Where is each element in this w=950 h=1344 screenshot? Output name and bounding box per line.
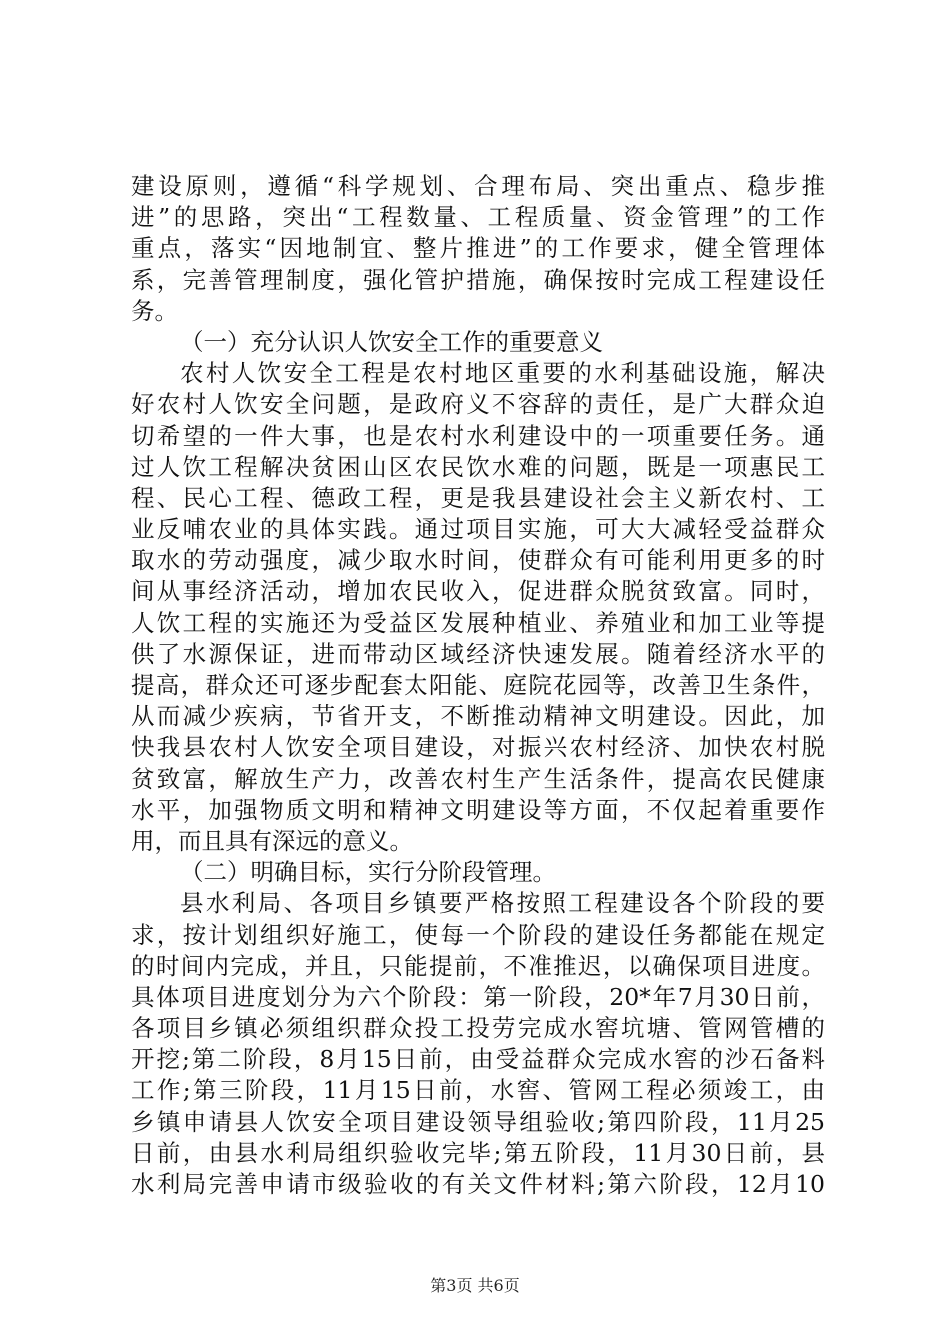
text-line: 农村人饮安全工程是农村地区重要的水利基础设施，解决 [180, 359, 825, 388]
text-line: 业反哺农业的具体实践。通过项目实施，可大大减轻受益群众 [131, 515, 825, 544]
text-line: 好农村人饮安全问题，是政府义不容辞的责任，是广大群众迫 [131, 390, 825, 419]
document-body [131, 171, 825, 1200]
text-line: 进”的思路，突出“工程数量、工程质量、资金管理”的工作 [131, 203, 825, 232]
text-line: 供了水源保证，进而带动区域经济快速发展。随着经济水平的 [131, 639, 825, 668]
text-line: 程、民心工程、德政工程，更是我县建设社会主义新农村、工 [131, 483, 825, 512]
text-line: 求，按计划组织好施工，使每一个阶段的建设任务都能在规定 [131, 920, 825, 949]
text-line: 系，完善管理制度，强化管护措施，确保按时完成工程建设任 [131, 265, 825, 294]
text-line: 具体项目进度划分为六个阶段：第一阶段，20*年7月30日前， [131, 982, 825, 1011]
text-line: 开挖;第二阶段，8月15日前，由受益群众完成水窖的沙石备料 [131, 1045, 825, 1074]
text-line: 人饮工程的实施还为受益区发展种植业、养殖业和加工业等提 [131, 608, 825, 637]
text-line: 各项目乡镇必须组织群众投工投劳完成水窖坑塘、管网管槽的 [131, 1014, 825, 1043]
text-line: 取水的劳动强度，减少取水时间，使群众有可能利用更多的时 [131, 546, 825, 575]
text-line: 的时间内完成，并且，只能提前，不准推迟，以确保项目进度。 [131, 951, 825, 980]
text-line: 重点，落实“因地制宜、整片推进”的工作要求，健全管理体 [131, 234, 825, 263]
text-line: 乡镇申请县人饮安全项目建设领导组验收;第四阶段，11月25 [131, 1107, 825, 1136]
text-line: 建设原则，遵循“科学规划、合理布局、突出重点、稳步推 [131, 172, 825, 200]
text-line: 水平，加强物质文明和精神文明建设等方面，不仅起着重要作 [131, 795, 825, 824]
text-line: 用，而且具有深远的意义。 [131, 826, 413, 855]
text-line: 贫致富，解放生产力，改善农村生产生活条件，提高农民健康 [131, 764, 825, 793]
text-line: 从而减少疾病，节省开支，不断推动精神文明建设。因此，加 [131, 702, 825, 731]
text-line: 提高，群众还可逐步配套太阳能、庭院花园等，改善卫生条件， [131, 671, 825, 699]
section-heading: （一）充分认识人饮安全工作的重要意义 [180, 327, 603, 356]
text-line: 快我县农村人饮安全项目建设，对振兴农村经济、加快农村脱 [131, 733, 825, 762]
text-line: 务。 [131, 296, 178, 325]
text-line: 水利局完善申请市级验收的有关文件材料;第六阶段，12月10 [131, 1170, 825, 1198]
text-line: 日前，由县水利局组织验收完毕;第五阶段，11月30日前，县 [131, 1138, 825, 1167]
text-line: 工作;第三阶段，11月15日前，水窖、管网工程必须竣工，由 [131, 1076, 825, 1105]
page-number-footer: 第3页 共6页 [430, 1276, 520, 1295]
section-heading: （二）明确目标，实行分阶段管理。 [180, 858, 556, 887]
text-line: 过人饮工程解决贫困山区农民饮水难的问题，既是一项惠民工 [131, 452, 825, 481]
text-line: 县水利局、各项目乡镇要严格按照工程建设各个阶段的要 [180, 889, 825, 918]
text-line: 间从事经济活动，增加农民收入，促进群众脱贫致富。同时， [131, 577, 825, 606]
text-line: 切希望的一件大事，也是农村水利建设中的一项重要任务。通 [131, 421, 825, 450]
